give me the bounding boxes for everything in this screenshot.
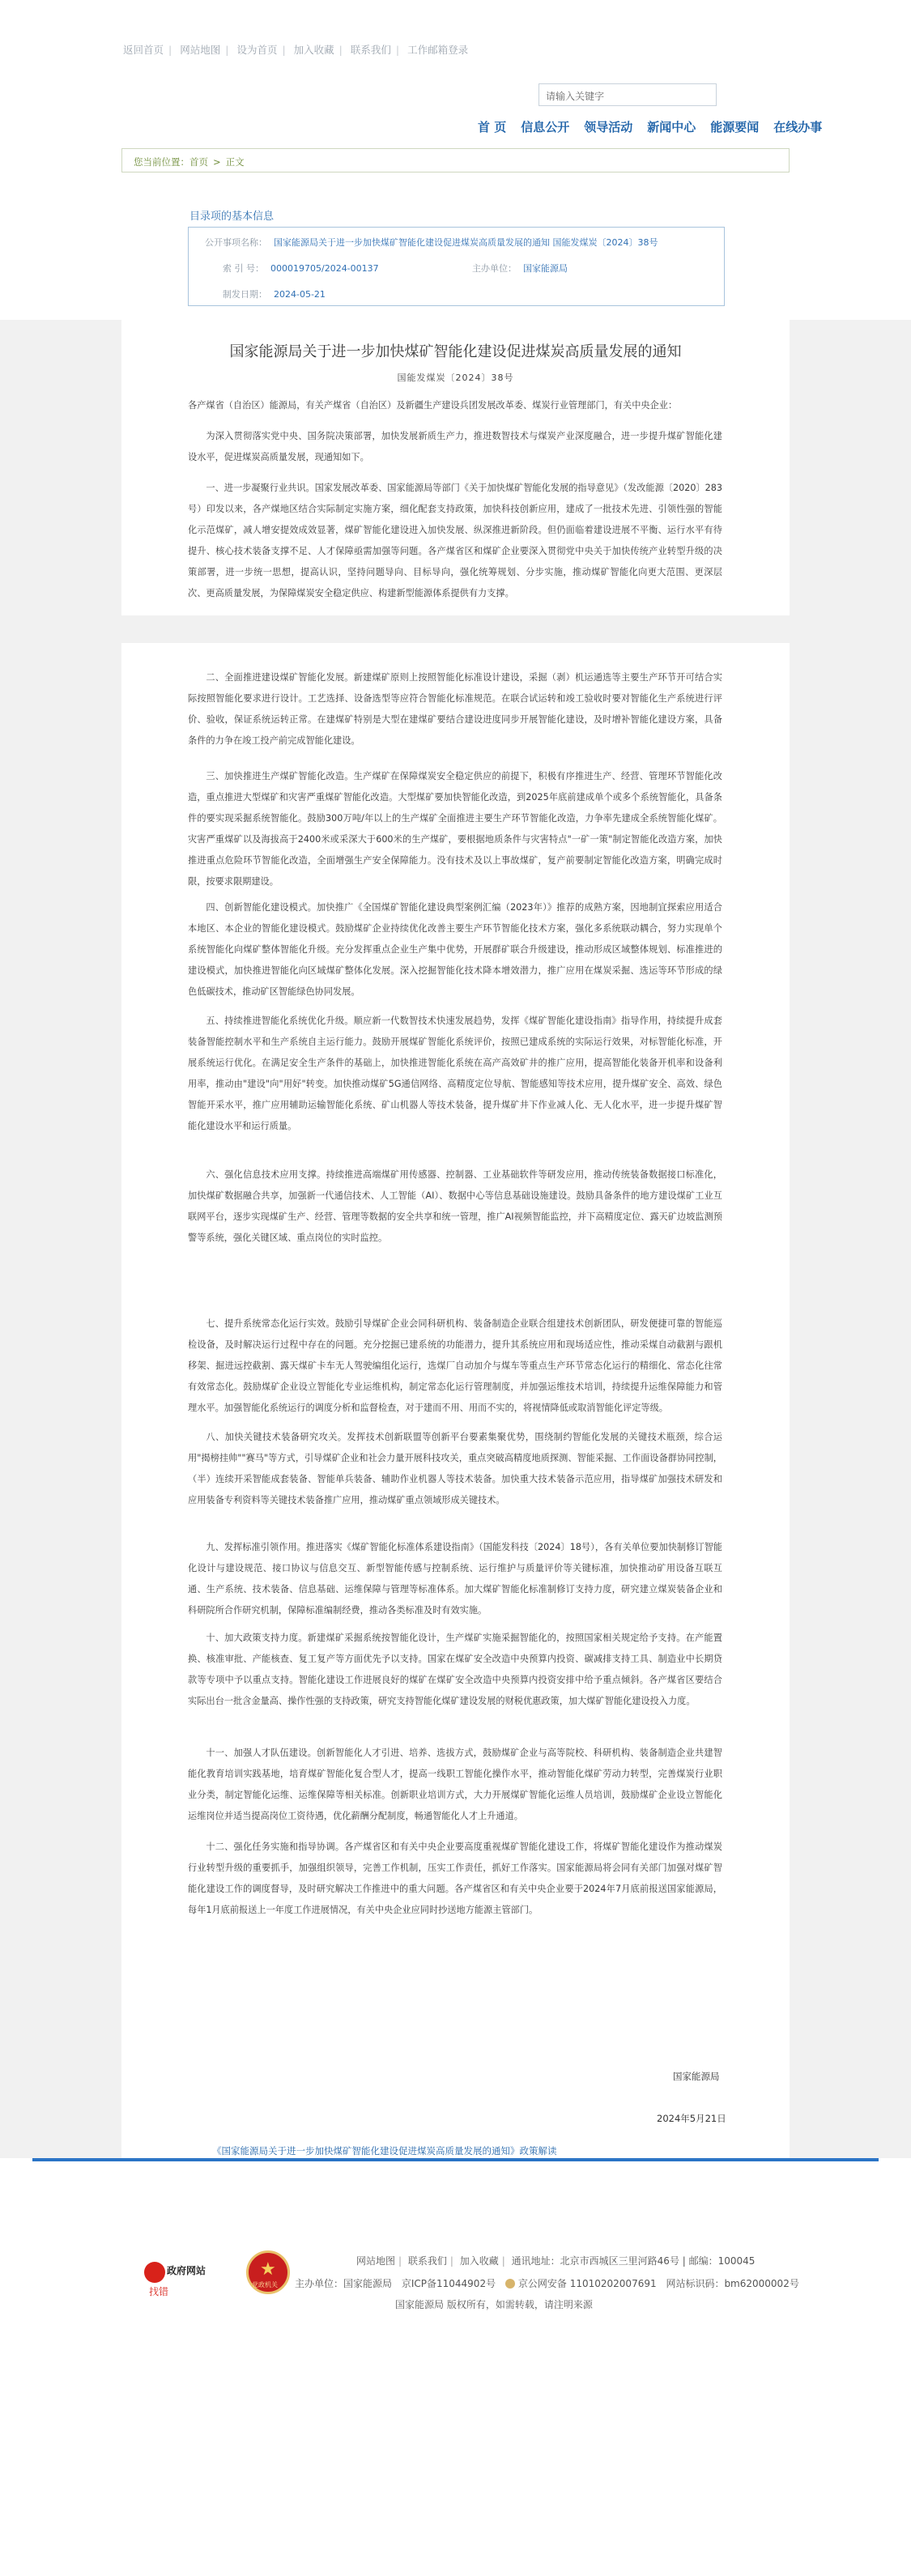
nav-news-center[interactable]: 新闻中心 — [647, 120, 696, 134]
footer-links-row: 网站地图 | 联系我们 | 加入收藏 | 通讯地址：北京市西城区三里河路46号 | 邮编：100045 — [356, 2255, 756, 2267]
gov-badge-icon — [144, 2262, 165, 2283]
document-number: 国能发煤炭〔2024〕38号 — [397, 373, 514, 383]
party-badge-label: 党政机关 — [252, 2281, 278, 2289]
nav-online-services[interactable]: 在线办事 — [773, 120, 823, 134]
footer-police-record[interactable]: 京公网安备 11010202007691 — [517, 2278, 657, 2289]
footer-divider — [32, 2158, 879, 2161]
para-1: 一、进一步凝聚行业共识。国家发展改革委、国家能源局等部门《关于加快煤矿智能化发展的指导意见》（发改能源〔2020〕283号）印发以来，各产煤地区结合实际制定实施方案，细化配套支持政策，加快科技创新应用，建成了一批技术先进、引领性强的智能化示范煤矿，减人增安提效成效显著，煤矿智能化建设进入加快发展、纵深推进新阶段。但仍面临着建设进展不平衡、运行水平有待提升、核心技术装备支撑不足、人才保障亟需加强等问题。各产煤省区和煤矿企业要深入贯彻党中央关于加快传统产业转型升级的决策部署，进一步统一思想，提高认识，坚持问题导向、目标导向，强化统筹规划、分步实施，推动煤矿智能化向更大范围、更深层次、更高质量发展，为保障煤炭安全稳定供应、构建新型能源体系提供有力支撑。 — [188, 483, 722, 598]
para-11: 十一、加强人才队伍建设。创新智能化人才引进、培养、选拔方式，鼓励煤矿企业与高等院校、科研机构、装备制造企业共建智能化教育培训实践基地，培育煤矿智能化复合型人才，提高一线职工智能化操作水平，推动智能化煤矿劳动力转型，完善煤炭行业职业分类，制定智能化运维、运维保障等相关标准。创新职业培训方式，大力开展煤矿智能化运维人员培训，鼓励煤矿企业设立智能化运维岗位并适当提高岗位工资待遇，优化薪酬分配制度，畅通智能化人才上升通道。 — [188, 1748, 722, 1821]
link-sitemap[interactable]: 网站地图 — [180, 44, 221, 56]
breadcrumb-label: 您当前位置： — [134, 156, 189, 168]
para-3: 三、加快推进生产煤矿智能化改造。生产煤矿在保障煤炭安全稳定供应的前提下，积极有序推进生产、经营、管理环节智能化改造，重点推进大型煤矿和灾害严重煤矿智能化改造。大型煤矿要加快智能化改造，到2025年底前建成单个或多个系统智能化，具备条件的要实现采掘系统智能化。鼓励300万吨/年以上的生产煤矿全面推进主要生产环节智能化改造，力争率先建成全系统智能化煤矿。灾害严重煤矿以及海拔高于2400米或采深大于600米的生产煤矿，要根据地质条件与灾害特点"一矿一策"制定智能化改造方案，加快推进重点危险环节智能化改造，全面增强生产安全保障能力。没有技术及以上事故煤矿，复产前要制定智能化改造方案，明确完成时限，按要求限期建设。 — [188, 771, 722, 887]
footer-site-code: 网站标识码：bm62000002号 — [666, 2278, 799, 2289]
star-icon: ★ — [260, 2259, 276, 2280]
gov-badge-subtitle: 找错 — [149, 2286, 169, 2297]
footer-info-row — [295, 2276, 799, 2290]
para-intro: 为深入贯彻落实党中央、国务院决策部署，加快发展新质生产力，推进数智技术与煤炭产业深度融合，进一步提升煤矿智能化建设水平，促进煤炭高质量发展，现通知如下。 — [188, 431, 722, 462]
para-addressee: 各产煤省（自治区）能源局，有关产煤省（自治区）及新疆生产建设兵团发展改革委、煤炭行业管理部门，有关中央企业： — [188, 400, 678, 411]
info-row-date: 制发日期： 2024-05-21 — [223, 289, 326, 300]
signature-date: 2024年5月21日 — [657, 2113, 726, 2124]
para-12: 十二、强化任务实施和指导协调。各产煤省区和有关中央企业要高度重视煤矿智能化建设工作，将煤矿智能化建设作为推动煤炭行业转型升级的重要抓手，加强组织领导，完善工作机制，压实工作责任，抓好工作落实。国家能源局将会同有关部门加强对煤矿智能化建设工作的调度督导，及时研究解决工作推进中的重大问题。各产煤省区和有关中央企业要于2024年7月底前报送国家能源局，每年1月底前报送上一年度工作进展情况，有关中央企业应同时抄送地方能源主管部门。 — [188, 1842, 722, 1915]
search-input[interactable]: 请输入关键字 — [539, 83, 717, 106]
info-heading: 目录项的基本信息 — [189, 211, 275, 223]
breadcrumb-current: 正文 — [225, 156, 245, 168]
signature-org: 国家能源局 — [673, 2071, 720, 2082]
para-9: 九、发挥标准引领作用。推进落实《煤矿智能化标准体系建设指南》（国能发科技〔2024〕18号），各有关单位要加快制修订智能化设计与建设规范、接口协议与信息交互、新型智能传感与控制系统、运行维护与质量评价等关键标准，加快推动矿用设备互联互通、生产系统、技术装备、信息基础、运维保障与管理等标准体系。加大煤矿智能化标准制修订支持力度，研究建立煤炭装备企业和科研院所合作研究机制，保障标准编制经费，推动各类标准及时有效实施。 — [188, 1542, 722, 1616]
footer-link-sitemap[interactable]: 网站地图 — [356, 2255, 396, 2267]
footer-copyright: 国家能源局 版权所有，如需转载，请注明来源 — [395, 2299, 593, 2310]
site-footer — [0, 2158, 911, 2576]
link-mail-login[interactable]: 工作邮箱登录 — [407, 44, 469, 56]
info-row-host: 主办单位： 国家能源局 — [472, 263, 568, 274]
footer-address: 通讯地址：北京市西城区三里河路46号 | 邮编：100045 — [511, 2255, 756, 2267]
link-contact[interactable]: 联系我们 — [350, 44, 391, 56]
info-row-title: 公开事项名称： 国家能源局关于进一步加快煤矿智能化建设促进煤炭高质量发展的通知 国能发煤炭〔2024〕38号 — [205, 237, 658, 248]
para-2: 二、全面推进建设煤矿智能化发展。新建煤矿原则上按照智能化标准设计建设，采掘（剥）机运通选等主要生产环节开可结合实际按照智能化要求进行设计。工艺选择、设备选型等应符合智能化标准规范。在联合试运转和竣工验收时要对智能化生产系统进行评价、验收，保证系统运转正常。在建煤矿特别是大型在建煤矿要结合建设进度同步开展智能化建设，及时增补智能化建设方案，具备条件的力争在竣工投产前完成智能化建设。 — [188, 672, 722, 746]
document-page-3 — [121, 1289, 790, 1934]
para-7: 七、提升系统常态化运行实效。鼓励引导煤矿企业会同科研机构、装备制造企业联合组建技术创新团队，研发便捷可靠的智能巡检设备，及时解决运行过程中存在的问题。充分挖掘已建系统的功能潜力，提升其系统应用和现场适应性，推动采煤自动截割与跟机移架、掘进远控截割、露天煤矿卡车无人驾驶编组化运行，选煤厂自动加介与煤车等重点生产环节常态化运行的精细化、常态化往常有效常态化。鼓励煤矿企业设立智能化专业运维机构，制定常态化运行管理制度，并加强运维技术培训，持续提升运维保障能力和管理水平。加强智能化系统运行的调度分析和监督检查，对于建而不用、用而不实的，将视情降低或取消智能化评定等级。 — [188, 1318, 722, 1413]
breadcrumb-home[interactable]: 首页 — [189, 156, 208, 168]
para-5: 五、持续推进智能化系统优化升级。顺应新一代数智技术快速发展趋势，发挥《煤矿智能化建设指南》指导作用，持续提升成套装备智能控制水平和生产系统自主运行能力。鼓励开展煤矿智能化系统评价，按照已建成系统的实际运行效果，对标智能化标准，开展系统运行优化。在满足安全生产条件的基础上，加快推进智能化系统在高产高效矿井的推广应用，提高智能化装备开机率和设备利用率，推动由"建设"向"用好"转变。加快推动煤矿5G通信网络、高精度定位导航、智能感知等技术应用，提升煤矿安全、高效、绿色智能开采水平，推广应用辅助运输智能化系统、矿山机器人等技术装备，提升煤矿井下作业减人化、无人化水平，进一步提升煤矿智能化建设水平和运行质量。 — [188, 1015, 722, 1131]
nav-home[interactable]: 首 页 — [478, 120, 507, 134]
party-gov-badge[interactable] — [246, 2250, 290, 2294]
nav-info-disclosure[interactable]: 信息公开 — [521, 120, 570, 134]
gov-badge-title: 政府网站 — [167, 2265, 206, 2276]
footer-link-bookmark[interactable]: 加入收藏 — [459, 2255, 499, 2267]
para-6: 六、强化信息技术应用支撑。持续推进高端煤矿用传感器、控制器、工业基础软件等研发应用，推动传统装备数据接口标准化，加快煤矿数据融合共享，加强新一代通信技术、人工智能（AI）、数据中心等信息基础设施建设。鼓励具备条件的地方建设煤矿工业互联网平台，逐步实现煤矿生产、经营、管理等数据的安全共享和统一管理，推广AI视频智能监控，并下高精度定位、露天矿边坡监测预警等系统，强化关键区域、重点岗位的实时监控。 — [188, 1169, 722, 1243]
footer-link-contact[interactable]: 联系我们 — [407, 2255, 447, 2267]
document-page-2 — [121, 643, 790, 1291]
para-4: 四、创新智能化建设模式。加快推广《全国煤矿智能化建设典型案例汇编（2023年）》推荐的成熟方案，因地制宜探索应用适合本地区、本企业的智能化建设模式。鼓励煤矿企业持续优化改善主要生产环节智能化技术方案，强化多系统联动耦合，努力实现单个系统智能化向煤矿整体智能化升级。充分发挥重点企业生产集中优势，开展群矿联合升级建设，推动形成区域整体规划、标准推进的建设模式，加快推进智能化向区域煤矿整体化发展。深入挖掘智能化技术降本增效潜力，推广应用在煤炭采掘、选运等环节形成的绿色低碳技术，推动矿区智能绿色协同发展。 — [188, 902, 722, 997]
breadcrumb-separator: > — [213, 156, 221, 168]
document-title: 国家能源局关于进一步加快煤矿智能化建设促进煤炭高质量发展的通知 — [229, 343, 682, 360]
police-badge-icon — [505, 2279, 515, 2289]
link-set-homepage[interactable]: 设为首页 — [236, 44, 278, 56]
gov-site-error-badge[interactable] — [144, 2257, 206, 2304]
link-bookmark[interactable]: 加入收藏 — [293, 44, 334, 56]
policy-interpretation-link[interactable]: 《国家能源局关于进一步加快煤矿智能化建设促进煤炭高质量发展的通知》政策解读 — [212, 2145, 557, 2157]
para-10: 十、加大政策支持力度。新建煤矿采掘系统按智能化设计，生产煤矿实施采掘智能化的，按照国家相关规定给予支持。在产能置换、核准审批、产能核查、复工复产等方面优先予以支持。国家在煤矿安全改造中央预算内投资、碳减排支持工具、制造业中长期贷款等专项中予以重点支持。智能化建设工作进展良好的煤矿在煤矿安全改造中央预算内投资安排中给予重点倾斜。各产煤省区要结合实际出台一批含金量高、操作性强的支持政策，研究支持智能化煤矿建设发展的财税优惠政策，加大煤矿智能化建设投入力度。 — [188, 1633, 722, 1706]
breadcrumb — [121, 148, 790, 172]
nav-leader-activities[interactable]: 领导活动 — [584, 120, 633, 134]
footer-icp[interactable]: 京ICP备11044902号 — [401, 2278, 496, 2289]
para-8: 八、加快关键技术装备研究攻关。发挥技术创新联盟等创新平台要素集聚优势，围绕制约智能化发展的关键技术瓶颈，综合运用"揭榜挂帅""赛马"等方式，引导煤矿企业和社会力量开展科技攻关，重点突破高精度地质探测、智能采掘、工作面设备群协同控制，（半）连续开采智能成套装备、智能单兵装备、辅助作业机器人等技术装备。加快重大技术装备示范应用，指导煤矿加强技术研发和应用装备专利资料等关键技术装备推广应用，推动煤矿重点领域形成关键技术。 — [188, 1432, 722, 1505]
document-page-1 — [121, 183, 790, 615]
nav-energy-news[interactable]: 能源要闻 — [710, 120, 760, 134]
main-nav — [478, 118, 822, 135]
top-links: 返回首页 | 网站地图 | 设为首页 | 加入收藏 | 联系我们 | 工作邮箱登录 — [123, 44, 469, 56]
info-box — [188, 227, 725, 306]
footer-host: 主办单位：国家能源局 — [295, 2278, 393, 2289]
info-row-index: 索 引 号： 000019705/2024-00137 — [223, 263, 379, 274]
link-home[interactable]: 返回首页 — [123, 44, 164, 56]
